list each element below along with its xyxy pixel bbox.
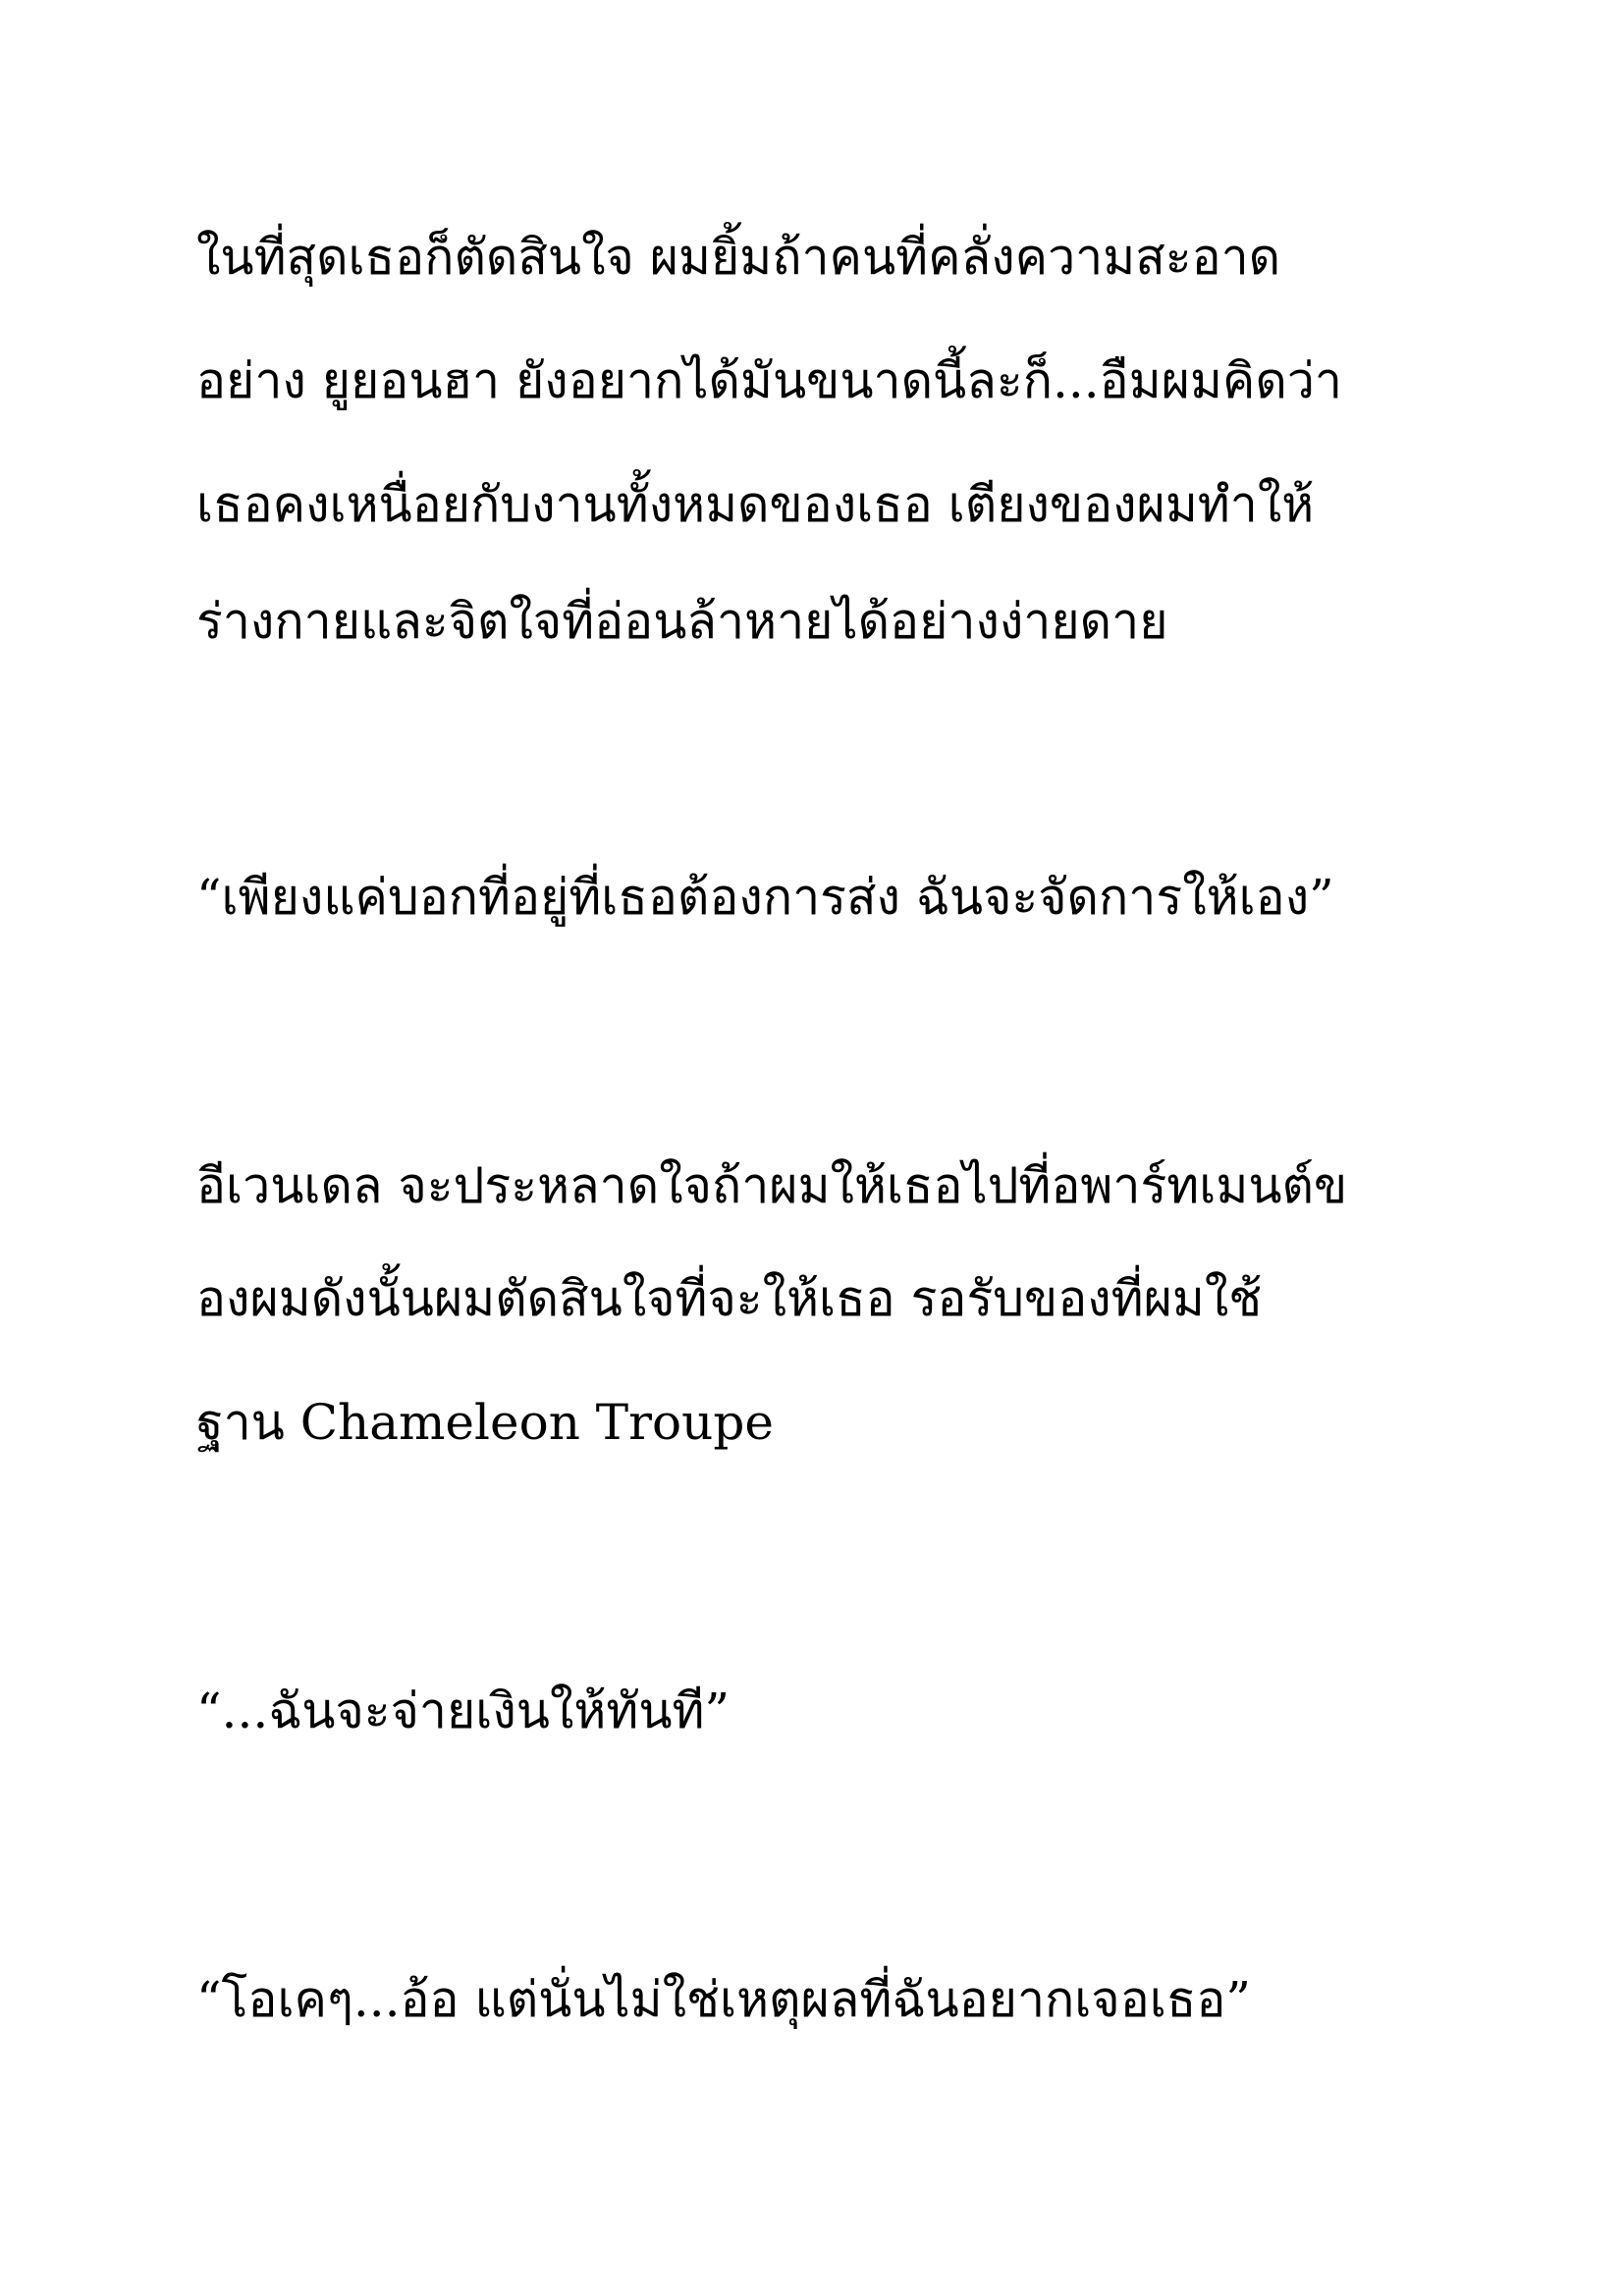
paragraph-3-line-3: ฐาน Chameleon Troupe <box>196 1394 774 1451</box>
paragraph-5-line-1: “โอเคๆ...อ้อ แต่นั่นไม่ใช่เหตุผลที่ฉันอยากเจอเธอ” <box>196 1971 1251 2028</box>
paragraph-1-line-4: ร่างกายและจิตใจที่อ่อนล้าหายได้อย่างง่ายดาย <box>196 593 1168 650</box>
paragraph-3-line-1: อีเวนเดล จะประหลาดใจถ้าผมให้เธอไปที่อพาร์ทเมนต์ข <box>196 1157 1348 1214</box>
paragraph-2-line-1: “เพียงแค่บอกที่อยู่ที่เธอต้องการส่ง ฉันจะจัดการให้เอง” <box>196 869 1334 926</box>
paragraph-1-line-3: เธอคงเหนื่อยกับงานทั้งหมดของเธอ เตียงของผมทำให้ <box>196 476 1315 533</box>
paragraph-1-line-1: ในที่สุดเธอก็ตัดสินใจ ผมยิ้มถ้าคนที่คลั่งความสะอาด <box>196 229 1281 286</box>
paragraph-4-line-1: “...ฉันจะจ่ายเงินให้ทันที” <box>196 1682 731 1739</box>
paragraph-3-line-2: องผมดังนั้นผมตัดสินใจที่จะให้เธอ รอรับของที่ผมใช้ <box>196 1270 1263 1327</box>
paragraph-1-line-2: อย่าง ยูยอนฮา ยังอยากได้มันขนาดนี้ละก็...อืมผมคิดว่า <box>196 352 1342 409</box>
